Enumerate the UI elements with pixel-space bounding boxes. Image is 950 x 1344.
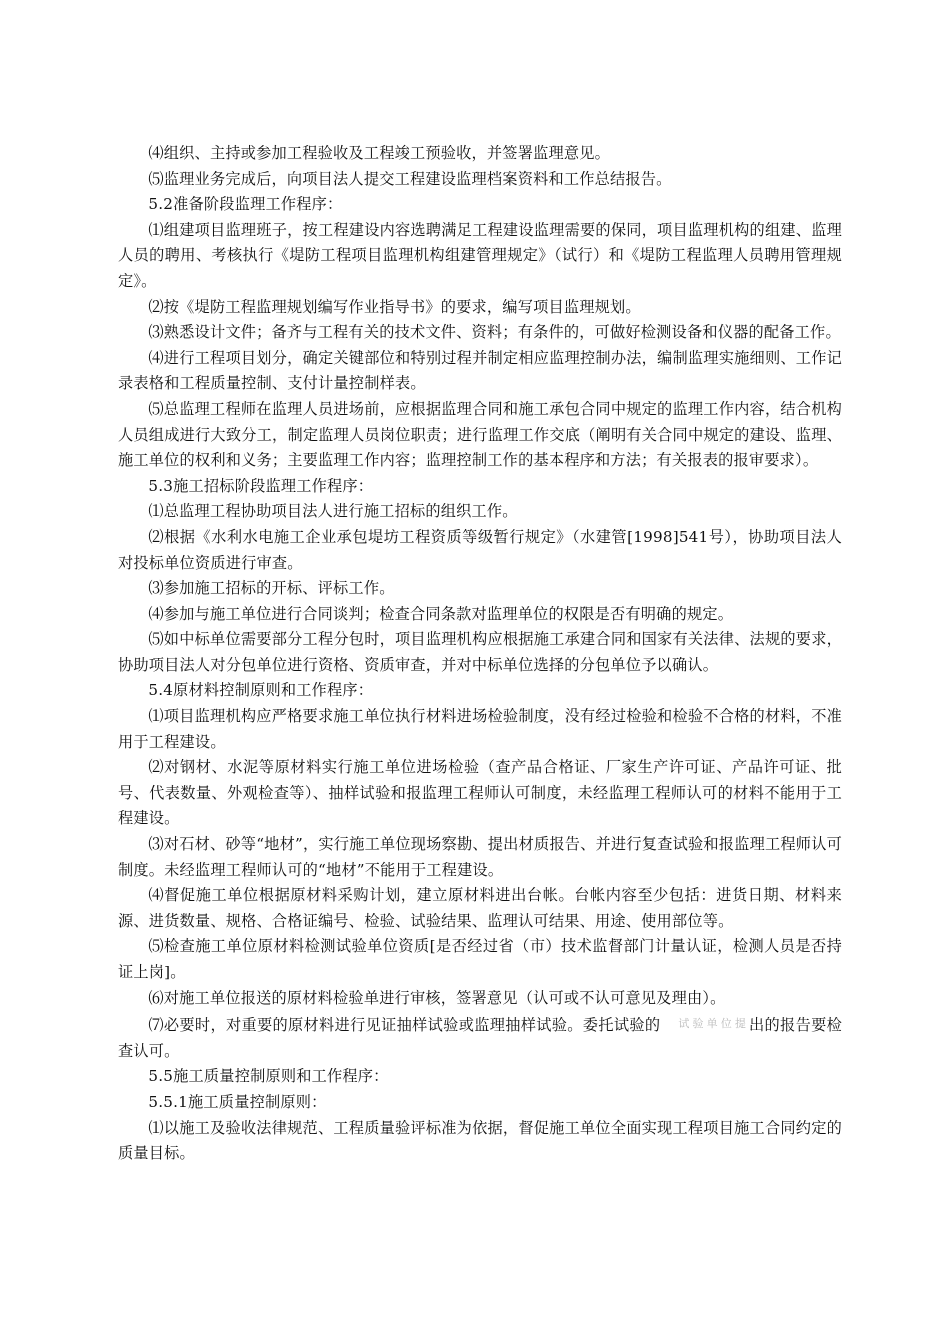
paragraph: ⑶熟悉设计文件；备齐与工程有关的技术文件、资料；有条件的，可做好检测设备和仪器的配备工作。 xyxy=(148,323,841,342)
section-heading: 5.2准备阶段监理工作程序： xyxy=(148,195,343,214)
paragraph: ⑵根据《水利水电施工企业承包堤坊工程资质等级暂行规定》（水建管[1998]541号），协助项目法人对投标单位资质进行审查。 xyxy=(118,527,842,572)
paragraph: ⑷组织、主持或参加工程验收及工程竣工预验收，并签署监理意见。 xyxy=(148,144,611,162)
section-heading: 5.5施工质量控制原则和工作程序： xyxy=(148,1067,389,1086)
paragraph: ⑴项目监理机构应严格要求施工单位执行材料进场检验制度，没有经过检验和检验不合格的材料，不准用于工程建设。 xyxy=(118,707,842,751)
paragraph: ⑶对石材、砂等“地材”，实行施工单位现场察勘、提出材质报告、并进行复查试验和报监理工程师认可制度。未经监理工程师认可的“地材”不能用于工程建设。 xyxy=(118,835,842,879)
paragraph-tail: 出的报告要检查认可。 xyxy=(118,1016,842,1060)
paragraph: ⑵对钢材、水泥等原材料实行施工单位进场检验（查产品合格证、厂家生产许可证、产品许可证、批号、代表数量、外观检查等）、抽样试验和报监理工程师认可制度，未经监理工程师认可的材料不能用于工程建设。 xyxy=(118,758,842,828)
paragraph: ⑴总监理工程协助项目法人进行施工招标的组织工作。 xyxy=(148,502,518,521)
paragraph: ⑴以施工及验收法律规范、工程质量验评标准为依据，督促施工单位全面实现工程项目施工合同约定的质量目标。 xyxy=(118,1118,842,1163)
paragraph: ⑵按《堤防工程监理规划编写作业指导书》的要求，编写项目监理规划。 xyxy=(148,297,641,316)
section-heading: 5.4原材料控制原则和工作程序： xyxy=(148,681,374,700)
subsection-heading: 5.5.1施工质量控制原则： xyxy=(148,1092,327,1111)
document-body xyxy=(118,141,842,1167)
section-heading: 5.3施工招标阶段监理工作程序： xyxy=(148,476,374,495)
paragraph-with-faint-text xyxy=(118,1011,842,1064)
paragraph: ⑷进行工程项目划分，确定关键部位和特别过程并制定相应监理控制办法，编制监理实施细则、工作记录表格和工程质量控制、支付计量控制样表。 xyxy=(118,348,842,393)
paragraph: ⑸检查施工单位原材料检测试验单位资质[是否经过省（市）技术监督部门计量认证，检测人员是否持证上岗]。 xyxy=(118,937,842,981)
paragraph: ⑹对施工单位报送的原材料检验单进行审核，签署意见（认可或不认可意见及理由）。 xyxy=(148,988,726,1007)
paragraph: ⑴组建项目监理班子，按工程建设内容选聘满足工程建设监理需要的保同，项目监理机构的组建、监理人员的聘用、考核执行《堤防工程项目监理机构组建管理规定》（试行）和《堤防工程监理人员聘用管理规定》。 xyxy=(118,220,842,290)
paragraph: ⑷督促施工单位根据原材料采购计划，建立原材料进出台帐。台帐内容至少包括：进货日期、材料来源、进货数量、规格、合格证编号、检验、试验结果、监理认可结果、用途、使用部位等。 xyxy=(118,886,842,930)
paragraph: ⑶参加施工招标的开标、评标工作。 xyxy=(148,579,395,598)
paragraph: ⑸总监理工程师在监理人员进场前，应根据监理合同和施工承包合同中规定的监理工作内容，结合机构人员组成进行大致分工，制定监理人员岗位职责；进行监理工作交底（阐明有关合同中规定的建设、监理、施工单位的权利和义务；主要监理工作内容；监理控制工作的基本程序和方法；有关报表的报审要求）。 xyxy=(118,399,842,470)
paragraph: ⑷参加与施工单位进行合同谈判；检查合同条款对监理单位的权限是否有明确的规定。 xyxy=(148,604,734,623)
paragraph-text: ⑺必要时，对重要的原材料进行见证抽样试验或监理抽样试验。委托试验的 xyxy=(148,1016,661,1035)
paragraph: ⑸监理业务完成后，向项目法人提交工程建设监理档案资料和工作总结报告。 xyxy=(148,169,672,188)
faint-text: 试验单位提 xyxy=(678,1017,750,1031)
paragraph: ⑸如中标单位需要部分工程分包时，项目监理机构应根据施工承建合同和国家有关法律、法规的要求，协助项目法人对分包单位进行资格、资质审查，并对中标单位选择的分包单位予以确认。 xyxy=(118,630,842,674)
